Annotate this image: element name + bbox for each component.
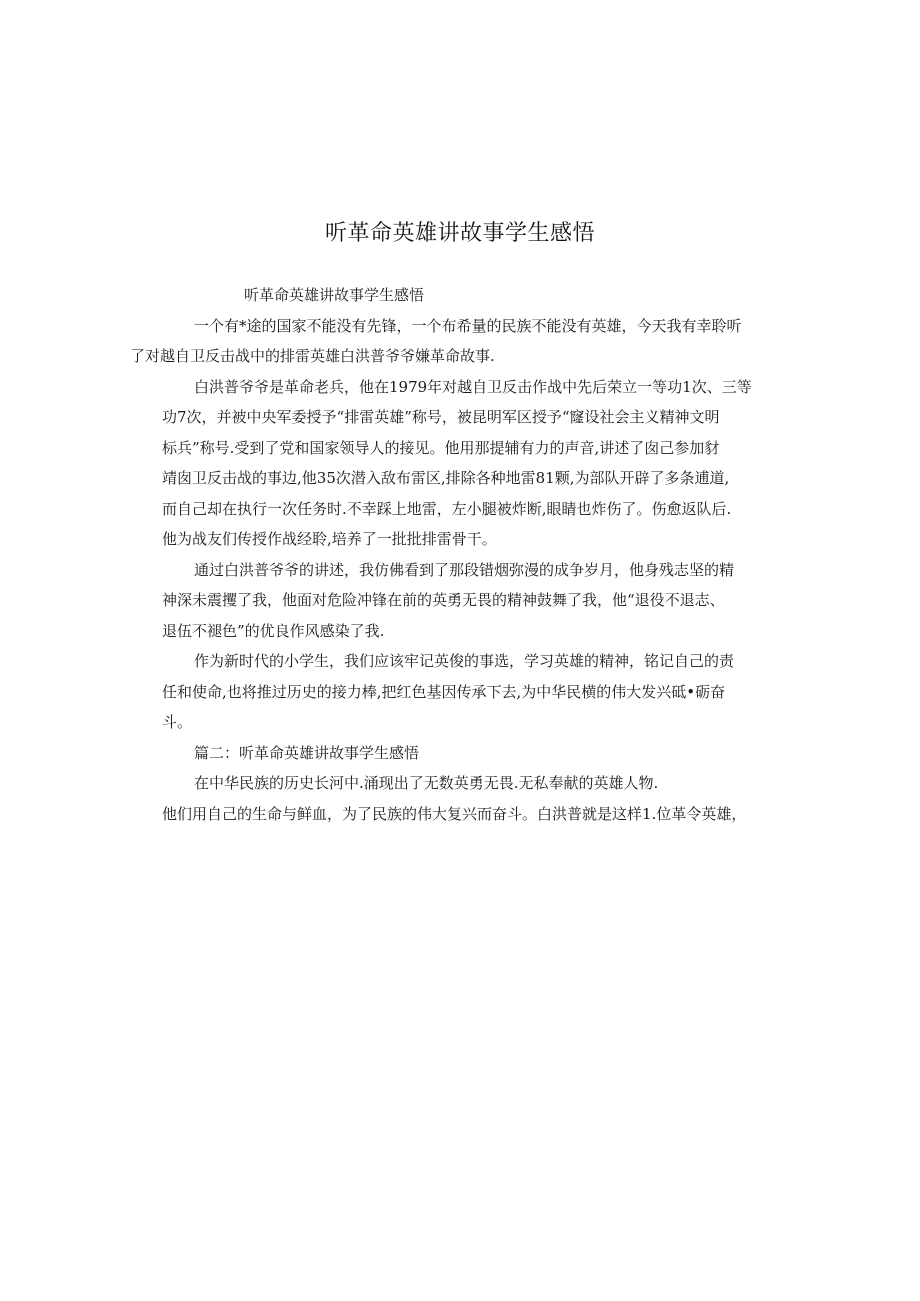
paragraph-line: 篇二：听革命英雄讲故事学生感悟 — [194, 743, 420, 762]
paragraph-line: 白洪普爷爷是革命老兵，他在1979年对越自卫反击作战中先后荣立一等功1次、三等 — [194, 377, 752, 396]
paragraph-line: 作为新时代的小学生，我们应该牢记英俊的事选，学习英雄的精神，铭记自己的责 — [194, 652, 735, 670]
paragraph-line: 一个有*途的国家不能没有先锋，一个布希量的民族不能没有英雄，今天我有幸聆听 — [194, 316, 742, 335]
paragraph-line: 任和使命,也将推过历史的接力棒,把红色基因传承下去,为中华民横的伟大发兴砥•砺奋 — [162, 682, 726, 701]
paragraph-line: 退伍不褪色”的优良作风感染了我. — [162, 621, 385, 640]
paragraph-line: 在中华民族的历史长河中.涌现出了无数英勇无畏.无私奉献的英雄人物. — [194, 774, 659, 792]
paragraph-line: 标兵”称号.受到了党和国家领导人的接见。他用那提辅有力的声音,讲述了囱己参加豺 — [162, 438, 720, 457]
paragraph-6 — [162, 799, 760, 830]
paragraph-4 — [162, 646, 760, 738]
section-heading-part-two — [162, 738, 760, 769]
paragraph-line: 神深未震攫了我，他面对危险冲锋在前的英勇无畏的精神鼓舞了我，他“退役不退志、 — [162, 591, 725, 609]
paragraph-line: 通过白洪普爷爷的讲述，我仿佛看到了那段错烟弥漫的成争岁月，他身残志坚的精 — [194, 560, 735, 579]
paragraph-3 — [162, 555, 760, 647]
paragraph-line: 功7次，并被中央军委授予“排雷英雄”称号，被昆明军区授予“窿设社会主义精神文明 — [162, 408, 720, 426]
paragraph-line: 了对越自卫反击战中的排雷英雄白洪普爷爷嫌革命故事. — [130, 347, 495, 365]
paragraph-line: 靖囱卫反击战的事边,他35次潜入敌布雷区,排除各种地雷81颗,为部队开辟了多条逋道, — [162, 469, 730, 487]
document-title: 听革命英雄讲故事学生感悟 — [324, 221, 595, 246]
paragraph-line: 他为战友们传授作战经聆,培养了一批批排雷骨干。 — [162, 530, 497, 548]
paragraph-5 — [162, 768, 760, 799]
paragraph-line: 他们用自己的生命与鲜血，为了民族的伟大复兴而奋斗。白洪普就是这样1.位革令英雄， — [162, 804, 747, 823]
paragraph-line: 斗。 — [162, 713, 193, 731]
document-subtitle: 听革命英雄讲故事学生感悟 — [244, 286, 425, 304]
document-body — [130, 280, 760, 829]
paragraph-1 — [130, 311, 760, 372]
paragraph-2 — [162, 372, 760, 555]
paragraph-line: 而自己却在执行一次任务时.不幸踩上地雷，左小腿被炸断,眼睛也炸伤了。伤愈返队后. — [162, 499, 732, 518]
